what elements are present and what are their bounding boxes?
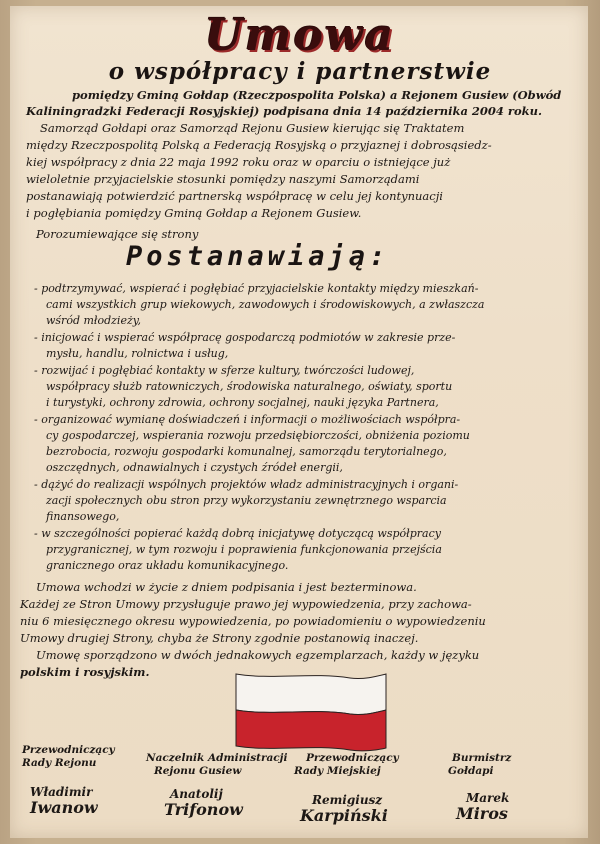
closing-line: Umowę sporządzono w dwóch jednakowych egzemplarzach, każdy w języku <box>36 648 480 662</box>
point-line: finansowego, <box>46 510 120 523</box>
intro-line: i pogłębiania pomiędzy Gminą Gołdap a Rejonem Gusiew. <box>26 206 362 220</box>
closing-line: Każdej ze Stron Umowy przysługuje prawo jej wypowiedzenia, przy zachowa- <box>20 597 472 611</box>
point-line: - dążyć do realizacji wspólnych projektów władz administracyjnych i organi- <box>34 478 459 491</box>
signatory-4-role: Burmistrz Gołdapi <box>448 752 512 777</box>
signatory-1-name: Władimir Iwanow <box>30 785 98 817</box>
closing-line: polskim i rosyjskim. <box>20 665 150 679</box>
point-line: bezrobocia, rozwoju gospodarki komunalnej, samorządu terytorialnego, <box>46 445 447 458</box>
intro-line: wieloletnie przyjacielskie stosunki pomiędzy naszymi Samorządami <box>26 172 420 186</box>
resolve-heading: Postanawiają: <box>126 241 390 272</box>
closing-line: Umowa wchodzi w życie z dniem podpisania i jest bezterminowa. <box>36 580 417 594</box>
intro-line: Samorząd Gołdapi oraz Samorząd Rejonu Gusiew kierując się Traktatem <box>40 121 465 135</box>
intro-line: pomiędzy Gminą Gołdap (Rzeczpospolita Polska) a Rejonem Gusiew (Obwód <box>72 88 562 102</box>
document-title: Umowa <box>204 10 396 61</box>
point-line: i turystyki, ochrony zdrowia, ochrony socjalnej, nauki języka Partnera, <box>46 396 439 409</box>
point-line: - rozwijać i pogłębiać kontakty w sferze kultury, twórczości ludowej, <box>34 364 415 377</box>
document-subtitle: o współpracy i partnerstwie <box>108 58 492 85</box>
signatory-3-role: Przewodniczący Rady Miejskiej <box>294 752 399 777</box>
polish-flag <box>232 670 390 752</box>
signatory-3-name: Remigiusz Karpiński <box>300 793 388 825</box>
closing-line: Umowy drugiej Strony, chyba że Strony zgodnie postanowią inaczej. <box>20 631 419 645</box>
agreeing-parties: Porozumiewające się strony <box>36 227 199 241</box>
signatory-2-role: Naczelnik Administracji Rejonu Gusiew <box>146 752 288 777</box>
intro-line: kiej współpracy z dnia 22 maja 1992 roku oraz w oparciu o istniejące już <box>26 155 451 169</box>
point-line: oszczędnych, odnawialnych i czystych źródeł energii, <box>46 461 343 474</box>
point-line: - podtrzymywać, wspierać i pogłębiać przyjacielskie kontakty między mieszkań- <box>34 282 479 295</box>
signatory-1-role: Przewodniczący Rady Rejonu <box>22 744 115 769</box>
point-line: granicznego oraz układu komunikacyjnego. <box>46 559 289 572</box>
point-line: - inicjować i wspierać współpracę gospodarczą podmiotów w zakresie prze- <box>34 331 456 344</box>
point-line: przygranicznej, w tym rozwoju i poprawienia funkcjonowania przejścia <box>46 543 442 556</box>
point-line: - w szczególności popierać każdą dobrą inicjatywę dotyczącą współpracy <box>34 527 441 540</box>
point-line: mysłu, handlu, rolnictwa i usług, <box>46 347 229 360</box>
point-line: współpracy służb ratowniczych, środowiska naturalnego, oświaty, sportu <box>46 380 453 393</box>
signatory-4-name: Marek Miros <box>456 791 510 823</box>
point-line: cami wszystkich grup wiekowych, zawodowych i środowiskowych, a zwłaszcza <box>46 298 485 311</box>
intro-line: postanawiają potwierdzić partnerską współpracę w celu jej kontynuacji <box>26 189 443 203</box>
closing-line: niu 6 miesięcznego okresu wypowiedzenia, po powiadomieniu o wypowiedzeniu <box>20 614 486 628</box>
signatory-2-name: Anatolij Trifonow <box>164 787 243 819</box>
intro-line: Kaliningradzki Federacji Rosyjskiej) podpisana dnia 14 października 2004 roku. <box>26 104 542 118</box>
point-line: cy gospodarczej, wspierania rozwoju przedsiębiorczości, obniżenia poziomu <box>46 429 470 442</box>
point-line: wśród młodzieży, <box>46 314 142 327</box>
point-line: zacji społecznych obu stron przy wykorzystaniu zewnętrznego wsparcia <box>46 494 447 507</box>
point-line: - organizować wymianę doświadczeń i informacji o możliwościach współpra- <box>34 413 461 426</box>
intro-line: między Rzeczpospolitą Polską a Federacją Rosyjską o przyjaznej i dobrosąsiedz- <box>26 138 492 152</box>
